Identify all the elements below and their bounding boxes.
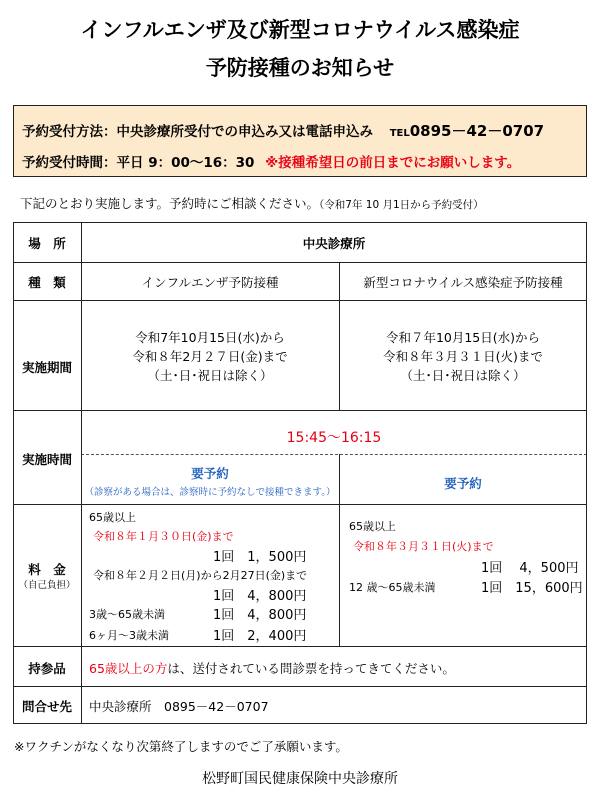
bring-label: 持参品: [28, 661, 66, 676]
place-label: 場 所: [28, 236, 66, 251]
place-value: 中央診療所: [302, 236, 366, 251]
flu-fee-age65: 65歳以上: [89, 511, 136, 524]
intro-note: （令和7年 10 月1日から予約受付）: [319, 199, 484, 211]
contact-value: 中央診療所 0895－42－0707: [89, 699, 269, 714]
flu-period-end: 令和８年2月２７日(金)まで: [132, 349, 288, 364]
covid-fee-period: 令和８年３月３１日(火)まで: [353, 540, 494, 553]
reservation-hours-note: ※接種希望日の前日までにお願いします。: [265, 155, 521, 171]
reservation-notice-box: [13, 105, 587, 177]
time-value: 15:45～16:15: [286, 430, 382, 446]
covid-period-start: 令和７年10月15日(水)から: [385, 330, 541, 345]
flu-period-start: 令和7年10月15日(水)から: [135, 330, 285, 345]
flu-fee-period2: 令和８年２月２日(月)から2月27日(金)まで: [93, 569, 308, 582]
period-label: 実施期間: [21, 360, 72, 375]
page-title-line1: インフルエンザ及び新型コロナウイルス感染症: [80, 18, 520, 42]
signature: 松野町国民健康保険中央診療所: [202, 771, 398, 787]
bring-text: [89, 659, 455, 677]
reservation-hours-row: [22, 151, 520, 171]
flu-reserve-note: （診察がある場合は、診察時に予約なしで接種できます。）: [84, 487, 336, 498]
bring-red: 65歳以上の方: [89, 661, 168, 676]
fee-sub: （自己負担）: [18, 580, 76, 591]
intro-text: [20, 194, 484, 212]
covid-period: [339, 328, 587, 385]
type-label: 種 類: [28, 275, 66, 290]
covid-fee-mid-label: 12 歳～65歳未満: [349, 581, 436, 594]
contact-label: 問合せ先: [21, 699, 72, 714]
flu-fee-mid-price: 1回 4，800円: [213, 608, 307, 623]
type-flu: インフルエンザ予防接種: [141, 275, 279, 290]
flu-fee-price2: 1回 4，800円: [213, 589, 307, 604]
covid-period-end: 令和８年３月３１日(火)まで: [383, 349, 543, 364]
phone-number: [390, 124, 544, 140]
fee-label: 料 金: [28, 562, 66, 577]
covid-fee-age65: 65歳以上: [349, 520, 396, 533]
flu-fee-young-price: 1回 2，400円: [213, 629, 307, 644]
time-label: 実施時間: [21, 452, 72, 467]
flu-fee-price1: 1回 1，500円: [213, 550, 307, 565]
flu-fee-mid-label: 3歳～65歳未満: [89, 608, 165, 621]
covid-reserve: 要予約: [444, 476, 482, 491]
flu-period: [81, 328, 339, 385]
covid-period-note: （土･日･祝日は除く）: [400, 368, 526, 383]
page-title-line2: 予防接種のお知らせ: [205, 56, 395, 80]
flu-reserve: 要予約: [191, 466, 229, 481]
reservation-hours-label: 予約受付時間：: [22, 155, 117, 171]
footnote: ※ワクチンがなくなり次第終了しますのでご了承願います。: [14, 739, 348, 754]
reservation-method-label: 予約受付方法：: [22, 124, 117, 140]
flu-period-note: （土･日･祝日は除く）: [147, 368, 273, 383]
covid-fee-mid-price: 1回 15，600円: [481, 581, 583, 596]
reservation-method-row: [22, 120, 544, 141]
tel-mark: TEL: [389, 128, 410, 139]
flu-fee-period1: 令和８年１月３０日(金)まで: [93, 530, 234, 543]
intro-main: 下記のとおり実施します。予約時にご相談ください。: [20, 196, 320, 211]
flu-fee-young-label: 6ヶ月～3歳未満: [89, 629, 169, 642]
type-covid: 新型コロナウイルス感染症予防接種: [363, 275, 563, 290]
reservation-hours-text: 平日 9：00～16：30: [116, 155, 255, 171]
vaccination-table: [13, 222, 587, 724]
bring-rest: は、送付されている問診票を持ってきてください。: [167, 661, 455, 676]
reservation-method-text: 中央診療所受付での申込み又は電話申込み: [116, 124, 373, 140]
covid-fee-price1: 1回 4，500円: [481, 561, 579, 576]
tel-number: 0895－42－0707: [409, 122, 545, 140]
